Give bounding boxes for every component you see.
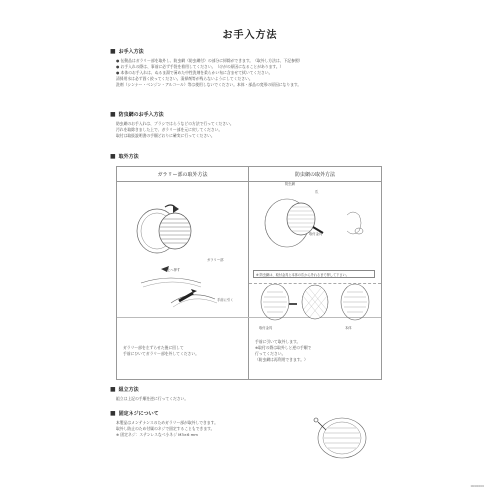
reinstall-section: [110, 386, 410, 402]
screen-net-label: 防虫網: [285, 182, 295, 186]
document-code: 0000000: [470, 484, 484, 488]
removal-heading-text: 取外方法: [118, 154, 139, 160]
screen-parts-illustration: [255, 280, 380, 324]
screen-instruction-line: ※取付の際は取外しと逆の手順で: [255, 345, 312, 350]
screw-fixing-illustration: [310, 408, 380, 462]
care-heading-text: お手入方法: [118, 49, 144, 55]
claw-label: 爪: [315, 190, 319, 194]
care-line: 洗剤（シンナー・ベンジン・アルコール）等は使用しないでください。本体・部品の変形の原因になります。: [116, 82, 302, 87]
screen-line: 取付は取扱説明書の手順どおりに確実に行ってください。: [116, 133, 215, 138]
screws-line: ※ 固定ネジ：ステンレスなべ小ネジ M3×6 mm: [116, 432, 198, 437]
col-header-screen: 防虫網の取外方法: [249, 167, 381, 182]
garari-instruction-line: ガラリー部を左ずらせた後に回して: [123, 345, 184, 350]
screen-removal-illustration: [257, 185, 377, 265]
garari-instructions: [123, 345, 199, 357]
screen-line: 防虫網のお手入れは、ブラシではらうなどの方法で行ってください。: [116, 121, 234, 126]
reinstall-heading-text: 組立方法: [118, 387, 139, 393]
removal-section: [110, 153, 410, 160]
square-bullet-icon: ■: [110, 152, 116, 160]
push-up-label: 上へ押す: [167, 268, 181, 272]
care-line: ● 伝動品はガラリー部を取外し、防虫網（防虫網付）の部分に掃除ができます。（取外し方法は、下記参照）: [116, 58, 303, 63]
garari-side-illustration: [131, 263, 241, 323]
reinstall-heading: [110, 386, 410, 393]
fitting-bottom-label: 取付金具: [259, 326, 273, 330]
square-bullet-icon: ■: [110, 409, 116, 417]
frame-label: 本体: [345, 326, 352, 330]
column-divider: [248, 167, 249, 379]
removal-table: [116, 166, 382, 380]
screws-line: 取外し防止のため付属のネジで固定することもできます。: [116, 426, 215, 431]
screen-section: [110, 111, 410, 139]
screen-instructions: [255, 339, 311, 363]
garari-front-illustration: [127, 193, 197, 263]
col-header-garari: ガラリー部の取外方法: [117, 167, 248, 182]
care-heading: [110, 48, 410, 55]
care-body: [110, 58, 410, 88]
fitting-label: 取付金具: [309, 232, 323, 236]
care-line: 清掃用水は必ず固く絞ってください。清掃剤等が残らないようにしてください。: [116, 76, 253, 81]
screws-body: [110, 420, 290, 438]
care-line: ● お手入れの際は、事前に必ず手袋を着用してください。（けがの原因になることがあります。）: [116, 64, 284, 69]
care-section: [110, 48, 410, 88]
screen-instruction-line: 行ってください。: [255, 351, 286, 356]
reinstall-line: 組立は上記の手順を逆に行ってください。: [116, 396, 189, 401]
screen-instruction-line: 手前に引いて取外します。: [255, 339, 301, 344]
screen-instruction-line: （防虫網は再利用できます。）: [255, 357, 308, 362]
square-bullet-icon: ■: [110, 385, 116, 393]
square-bullet-icon: ■: [110, 47, 116, 55]
screws-heading: [110, 410, 290, 417]
page-title: お手入方法: [222, 30, 278, 41]
screen-body: [110, 121, 410, 139]
screen-heading: [110, 111, 410, 118]
screen-heading-text: 防虫網のお手入方法: [118, 112, 164, 118]
screen-line: 汚れを取除きました上で、ガラリー部を元に戻してください。: [116, 127, 223, 132]
pull-label: 手前に引く: [217, 298, 234, 302]
screws-heading-text: 固定ネジについて: [118, 411, 159, 417]
garari-instruction-line: 手前にひいてガラリー部を外してください。: [123, 351, 199, 356]
removal-heading: [110, 153, 410, 160]
screen-note-box: ※ 防虫網は、取付金具と本体の爪から外れるまで押して下さい。: [253, 270, 375, 278]
reinstall-body: [110, 396, 410, 402]
care-line: ● 本体のお手入れは、ぬるま湯で薄めた中性洗剤を柔らかい布に含ませて拭いてください。: [116, 70, 273, 75]
screws-line: 本製品はメンテナンスのためガラリー部が取外しできます。: [116, 420, 218, 425]
square-bullet-icon: ■: [110, 110, 116, 118]
garari-label: ガラリー部: [207, 258, 224, 262]
screws-section: [110, 410, 290, 438]
